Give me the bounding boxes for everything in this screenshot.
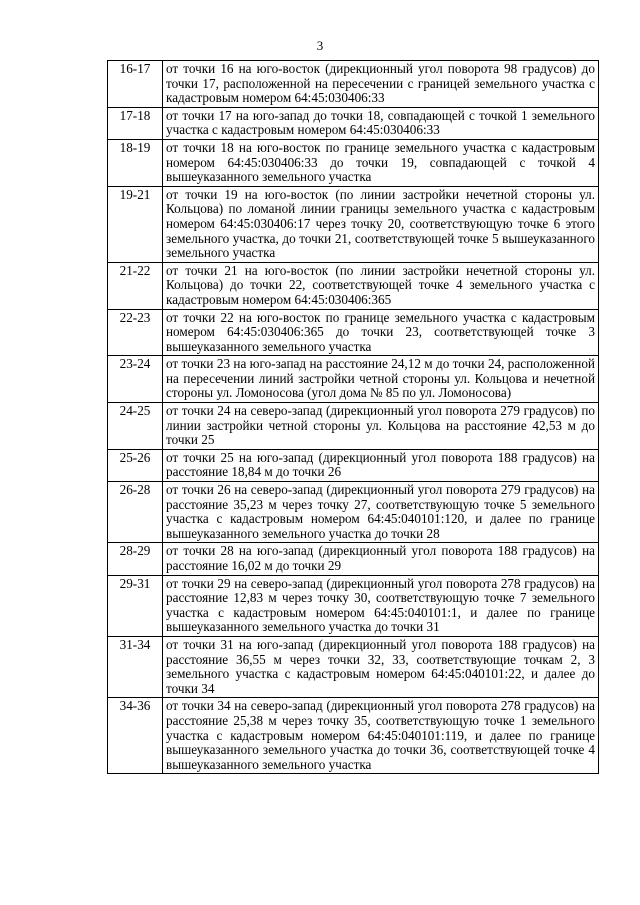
segment-cell: 31-34	[108, 636, 163, 697]
table-row	[108, 139, 599, 186]
table-row	[108, 61, 599, 108]
description-cell: от точки 31 на юго-запад (дирекционный угол поворота 188 градусов) на расстояние 36,55 м через точки 32, 33, соответствующие точкам 2, 3 земельного участка с кадастровым номером 64:45:040101:22, и далее до точки 34	[163, 636, 599, 697]
segment-cell: 29-31	[108, 575, 163, 636]
table-row	[108, 262, 599, 309]
segment-cell: 23-24	[108, 356, 163, 403]
description-cell: от точки 24 на северо-запад (дирекционный угол поворота 279 градусов) по линии застройки четной стороны ул. Кольцова на расстояние 42,53 м до точки 25	[163, 403, 599, 450]
description-cell: от точки 25 на юго-запад (дирекционный угол поворота 188 градусов) на расстояние 18,84 м до точки 26	[163, 449, 599, 481]
description-cell: от точки 18 на юго-восток по границе земельного участка с кадастровым номером 64:45:030406:33 до точки 19, совпадающей с точкой 4 вышеуказанного земельного участка	[163, 139, 599, 186]
segment-cell: 19-21	[108, 186, 163, 262]
table-row	[108, 575, 599, 636]
segment-cell: 16-17	[108, 61, 163, 108]
table-row	[108, 107, 599, 139]
segment-cell: 28-29	[108, 543, 163, 575]
table-row	[108, 186, 599, 262]
description-cell: от точки 26 на северо-запад (дирекционный угол поворота 279 градусов) на расстояние 35,23 м через точку 27, соответствующую точке 5 земельного участка с кадастровым номером 64:45:040101:120, и далее по границе вышеуказанного земельного участка до точки 28	[163, 482, 599, 543]
table-row	[108, 309, 599, 356]
description-cell: от точки 16 на юго-восток (дирекционный угол поворота 98 градусов) до точки 17, расположенной на пересечении с границей земельного участка с кадастровым номером 64:45:030406:33	[163, 61, 599, 108]
table-row	[108, 543, 599, 575]
description-cell: от точки 23 на юго-запад на расстояние 24,12 м до точки 24, расположенной на пересечении линий застройки четной стороны ул. Кольцова и нечетной стороны ул. Ломоносова (угол дома № 85 по ул. Ломоносова)	[163, 356, 599, 403]
table-row	[108, 482, 599, 543]
segment-cell: 17-18	[108, 107, 163, 139]
table-row	[108, 698, 599, 774]
segment-cell: 21-22	[108, 262, 163, 309]
boundary-description-table	[107, 60, 599, 774]
page-number: 3	[316, 38, 324, 53]
segment-cell: 18-19	[108, 139, 163, 186]
segment-cell: 34-36	[108, 698, 163, 774]
segment-cell: 22-23	[108, 309, 163, 356]
table-row	[108, 636, 599, 697]
table-row	[108, 449, 599, 481]
description-cell: от точки 21 на юго-восток (по линии застройки нечетной стороны ул. Кольцова) до точки 22, соответствующей точке 4 земельного участка с кадастровым номером 64:45:030406:365	[163, 262, 599, 309]
table-row	[108, 356, 599, 403]
description-cell: от точки 29 на северо-запад (дирекционный угол поворота 278 градусов) на расстояние 12,83 м через точку 30, соответствующую точке 7 земельного участка с кадастровым номером 64:45:040101:1, и далее по границе вышеуказанного земельного участка до точки 31	[163, 575, 599, 636]
description-cell: от точки 17 на юго-запад до точки 18, совпадающей с точкой 1 земельного участка с кадастровым номером 64:45:030406:33	[163, 107, 599, 139]
segment-cell: 24-25	[108, 403, 163, 450]
segment-cell: 26-28	[108, 482, 163, 543]
table-row	[108, 403, 599, 450]
description-cell: от точки 22 на юго-восток по границе земельного участка с кадастровым номером 64:45:030406:365 до точки 23, соответствующей точке 3 вышеуказанного земельного участка	[163, 309, 599, 356]
description-cell: от точки 34 на северо-запад (дирекционный угол поворота 278 градусов) на расстояние 25,38 м через точку 35, соответствующую точке 1 земельного участка с кадастровым номером 64:45:040101:119, и далее по границе вышеуказанного земельного участка до точки 36, соответствующей точке 4 вышеуказанного земельного участка	[163, 698, 599, 774]
description-cell: от точки 19 на юго-восток (по линии застройки нечетной стороны ул. Кольцова) по ломаной линии границы земельного участка с кадастровым номером 64:45:030406:17 через точку 20, соответствующую точке 6 этого земельного участка, до точки 21, соответствующей точке 5 вышеуказанного земельного участка	[163, 186, 599, 262]
segment-cell: 25-26	[108, 449, 163, 481]
description-cell: от точки 28 на юго-запад (дирекционный угол поворота 188 градусов) на расстояние 16,02 м до точки 29	[163, 543, 599, 575]
